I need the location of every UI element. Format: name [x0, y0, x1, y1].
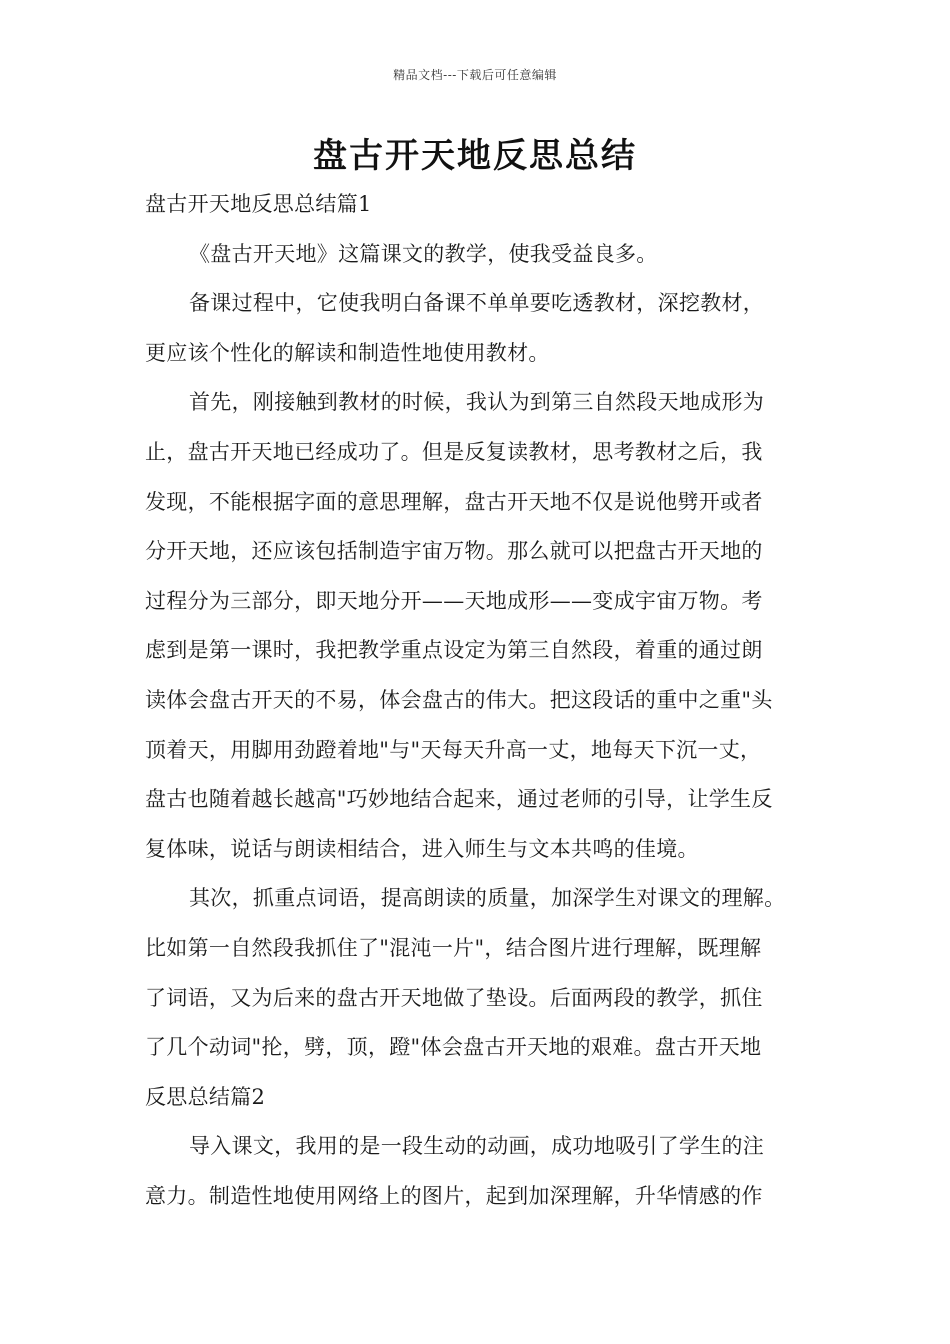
body-line: 备课过程中，它使我明白备课不单单要吃透教材，深挖教材，: [189, 291, 765, 316]
body-line: 顶着天，用脚用劲蹬着地"与"天每天升高一丈，地每天下沉一丈，: [145, 737, 762, 762]
header-note: 精品文档---下载后可任意编辑: [393, 68, 557, 82]
body-line: 首先，刚接触到教材的时候，我认为到第三自然段天地成形为: [189, 390, 765, 415]
body-line: 比如第一自然段我抓住了"混沌一片"，结合图片进行理解，既理解: [145, 935, 762, 960]
document-body: [145, 180, 810, 1221]
body-line: 了几个动词"抡，劈，顶，蹬"体会盘古开天地的艰难。盘古开天地: [145, 1035, 762, 1060]
body-line: 虑到是第一课时，我把教学重点设定为第三自然段，着重的通过朗: [145, 638, 763, 663]
body-line: 意力。制造性地使用网络上的图片，起到加深理解，升华情感的作: [145, 1183, 763, 1208]
document-title: 盘古开天地反思总结: [313, 136, 637, 176]
body-line: 其次，抓重点词语，提高朗读的质量，加深学生对课文的理解。: [189, 886, 786, 911]
body-line: 读体会盘古开天的不易，体会盘古的伟大。把这段话的重中之重"头: [145, 687, 773, 712]
body-line: 止，盘古开天地已经成功了。但是反复读教材，思考教材之后，我: [145, 439, 763, 464]
body-line: 发现，不能根据字面的意思理解，盘古开天地不仅是说他劈开或者: [145, 489, 763, 514]
body-line: 盘古开天地反思总结篇1: [145, 192, 372, 216]
body-line: 分开天地，还应该包括制造宇宙万物。那么就可以把盘古开天地的: [145, 539, 763, 564]
body-line: 复体味，说话与朗读相结合，进入师生与文本共鸣的佳境。: [145, 836, 699, 861]
body-line: 反思总结篇2: [145, 1084, 266, 1109]
body-line: 导入课文，我用的是一段生动的动画，成功地吸引了学生的注: [189, 1134, 765, 1159]
body-line: 更应该个性化的解读和制造性地使用教材。: [145, 340, 550, 365]
body-line: 《盘古开天地》这篇课文的教学，使我受益良多。: [189, 241, 658, 266]
body-line: 盘古也随着越长越高"巧妙地结合起来，通过老师的引导，让学生反: [145, 787, 773, 812]
body-line: 过程分为三部分，即天地分开——天地成形——变成宇宙万物。考: [145, 588, 763, 613]
body-line: 了词语，又为后来的盘古开天地做了垫设。后面两段的教学，抓住: [145, 985, 763, 1010]
